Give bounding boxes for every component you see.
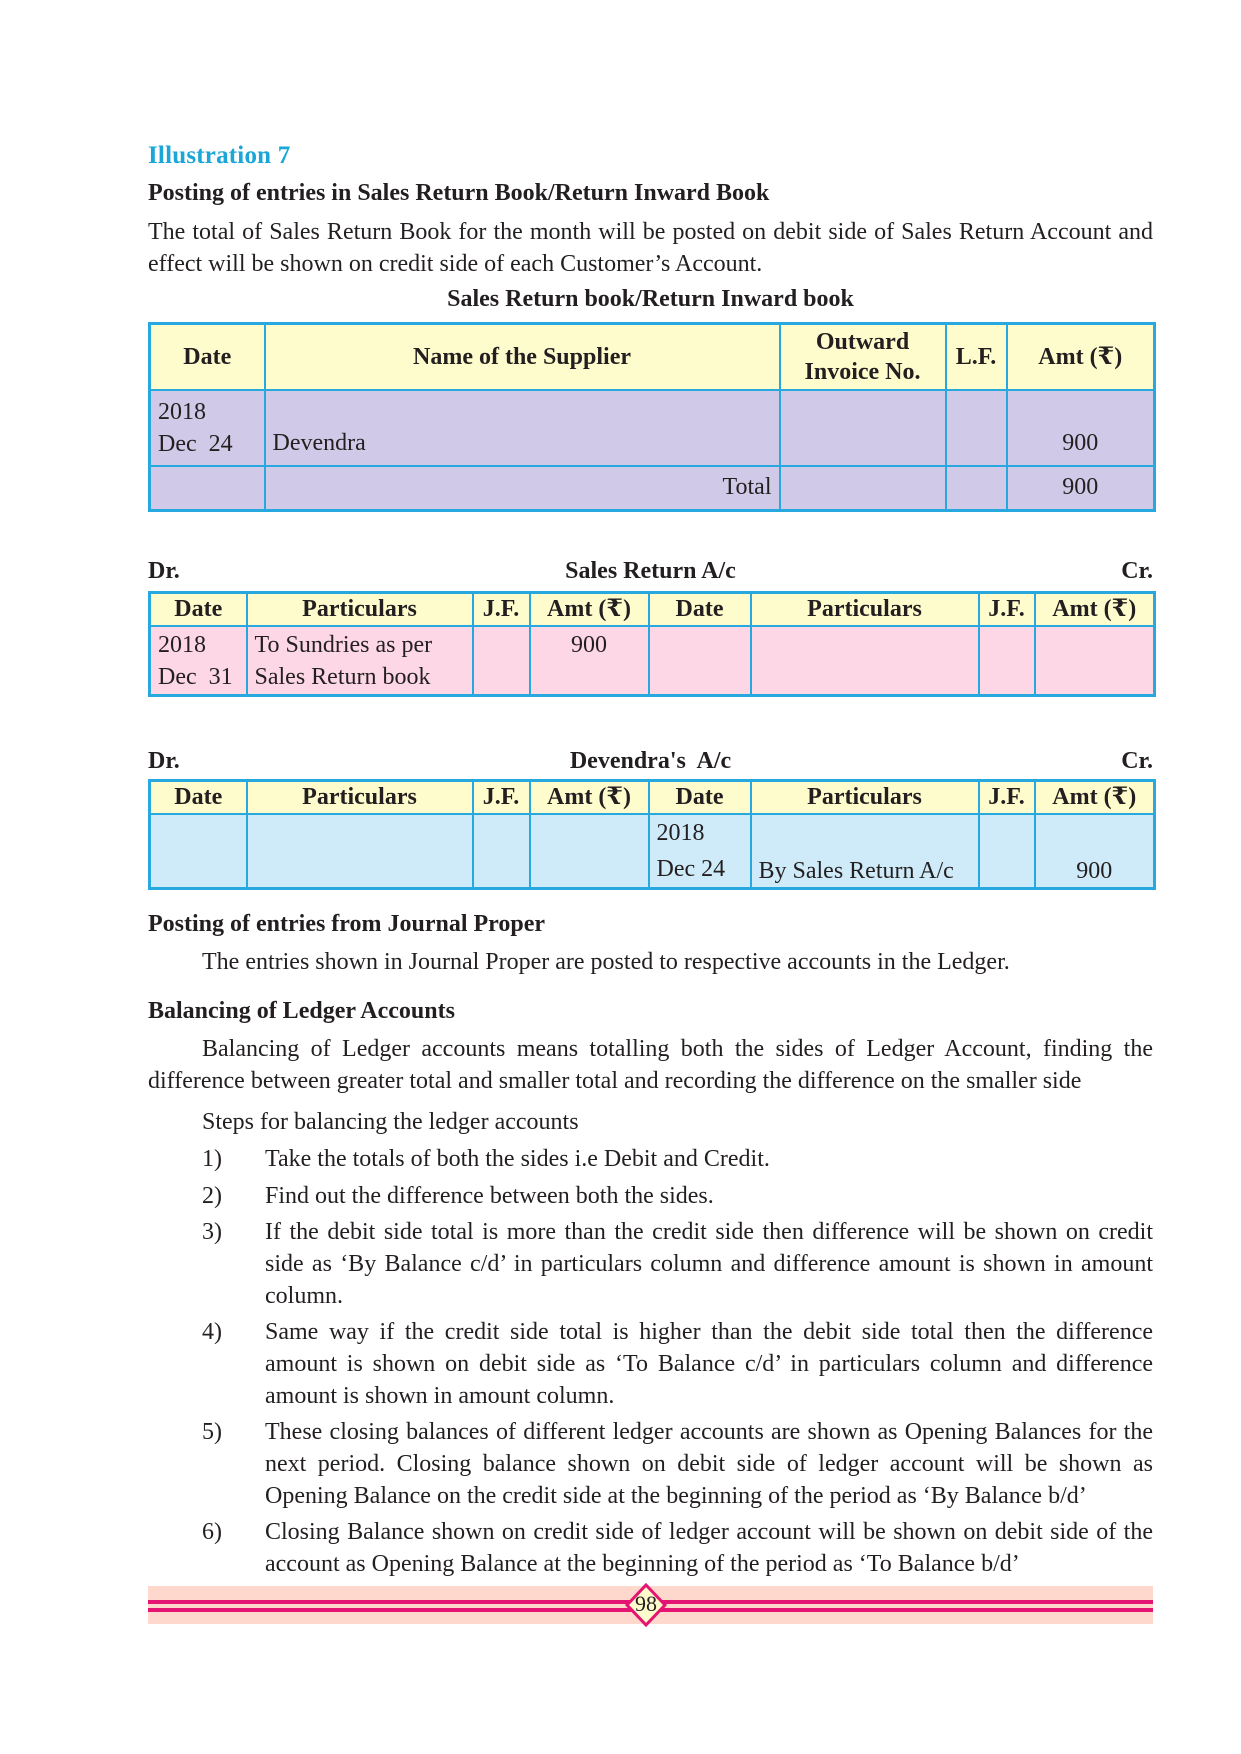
account-title: Sales Return A/c xyxy=(565,558,736,584)
column-header-dr-date: Date xyxy=(150,593,247,626)
total-label: Total xyxy=(265,466,780,511)
step-text: Closing Balance shown on credit side of ledger account will be shown on debit side of the account as Opening Balance at the beginning of the period as ‘To Balance b/d’ xyxy=(265,1519,1153,1577)
cell-invoice-no xyxy=(780,390,946,466)
step-number: 5) xyxy=(202,1419,222,1445)
column-header-amount: Amt (₹) xyxy=(1007,324,1155,390)
section-heading-balancing: Balancing of Ledger Accounts xyxy=(148,998,455,1024)
cell-empty xyxy=(946,466,1007,511)
cell-empty xyxy=(780,466,946,511)
cell-cr-date xyxy=(649,626,751,696)
column-header-dr-particulars: Particulars xyxy=(247,593,473,626)
step-text: Take the totals of both the sides i.e Debit and Credit. xyxy=(265,1146,770,1172)
cell-dr-jf xyxy=(473,814,530,889)
column-header-lf: L.F. xyxy=(946,324,1007,390)
column-header-cr-date: Date xyxy=(649,593,751,626)
column-header-dr-amount: Amt (₹) xyxy=(530,781,649,814)
cell-dr-particulars xyxy=(247,814,473,889)
sales-return-account-heading xyxy=(148,558,1153,588)
column-header-outward-line2: Invoice No. xyxy=(804,358,921,385)
total-amount: 900 xyxy=(1007,466,1155,511)
column-header-dr-jf: J.F. xyxy=(473,781,530,814)
cell-cr-particulars xyxy=(751,626,979,696)
devendra-account-table xyxy=(148,779,1156,890)
debit-label: Dr. xyxy=(148,748,180,774)
table-row xyxy=(150,390,1155,466)
cell-cr-jf xyxy=(979,814,1035,889)
step-number: 6) xyxy=(202,1519,222,1545)
column-header-outward-line1: Outward xyxy=(815,328,910,355)
credit-label: Cr. xyxy=(1121,558,1153,584)
column-header-dr-date: Date xyxy=(150,781,247,814)
section-paragraph-sales-return-posting: The total of Sales Return Book for the month will be posted on debit side of Sales Return Account and effect will be shown on credit side of each Customer’s Account. xyxy=(148,219,1153,277)
cell-amount: 900 xyxy=(1007,390,1155,466)
cell-cr-particulars: By Sales Return A/c xyxy=(751,814,979,889)
cell-lf xyxy=(946,390,1007,466)
column-header-dr-particulars: Particulars xyxy=(247,781,473,814)
section-paragraph-journal-proper: The entries shown in Journal Proper are posted to respective accounts in the Ledger. xyxy=(202,949,1010,975)
page-number: 98 xyxy=(635,1591,657,1616)
date-day: Dec 31 xyxy=(158,663,233,690)
cell-dr-amount xyxy=(530,814,649,889)
step-number: 2) xyxy=(202,1183,222,1209)
date-year: 2018 xyxy=(656,819,705,846)
column-header-cr-jf: J.F. xyxy=(979,593,1035,626)
cell-dr-date xyxy=(150,814,247,889)
date-day: Dec 24 xyxy=(656,855,726,882)
step-number: 4) xyxy=(202,1319,222,1345)
cell-cr-date xyxy=(649,814,751,889)
cell-dr-date xyxy=(150,626,247,696)
particulars-line1: To Sundries as per xyxy=(254,631,433,658)
column-header-cr-date: Date xyxy=(649,781,751,814)
sales-return-account-table xyxy=(148,591,1156,697)
column-header-outward-invoice xyxy=(780,324,946,390)
cell-cr-amount xyxy=(1035,626,1155,696)
table-row xyxy=(150,626,1155,696)
column-header-name: Name of the Supplier xyxy=(265,324,780,390)
cell-empty xyxy=(150,466,265,511)
cell-cr-jf xyxy=(979,626,1035,696)
cell-date xyxy=(150,390,265,466)
step-number: 3) xyxy=(202,1219,222,1245)
column-header-cr-jf: J.F. xyxy=(979,781,1035,814)
column-header-date: Date xyxy=(150,324,265,390)
table-row xyxy=(150,814,1155,889)
cell-dr-jf xyxy=(473,626,530,696)
column-header-dr-amount: Amt (₹) xyxy=(530,593,649,626)
devendra-account-heading xyxy=(148,748,1153,778)
sales-return-book-caption: Sales Return book/Return Inward book xyxy=(447,286,854,312)
step-number: 1) xyxy=(202,1146,222,1172)
section-paragraph-balancing: Balancing of Ledger accounts means totalling both the sides of Ledger Account, finding the difference between greater total and smaller total and recording the difference on the smaller side xyxy=(148,1036,1153,1094)
particulars-line2: Sales Return book xyxy=(254,663,431,690)
illustration-label: Illustration 7 xyxy=(148,142,291,169)
column-header-cr-particulars: Particulars xyxy=(751,781,979,814)
sales-return-book-table xyxy=(148,322,1156,512)
column-header-cr-amount: Amt (₹) xyxy=(1035,781,1155,814)
date-year: 2018 xyxy=(158,631,206,658)
debit-label: Dr. xyxy=(148,558,180,584)
column-header-cr-particulars: Particulars xyxy=(751,593,979,626)
cell-dr-amount: 900 xyxy=(530,626,649,696)
section-heading-journal-proper: Posting of entries from Journal Proper xyxy=(148,911,546,937)
table-header-row xyxy=(150,324,1155,390)
table-total-row xyxy=(150,466,1155,511)
cell-dr-particulars xyxy=(247,626,473,696)
column-header-dr-jf: J.F. xyxy=(473,593,530,626)
step-text: If the debit side total is more than the credit side then difference will be shown on credit side as ‘By Balance c/d’ in particulars column and difference amount is shown in amount column. xyxy=(265,1219,1153,1309)
table-header-row xyxy=(150,781,1155,814)
step-text: These closing balances of different ledger accounts are shown as Opening Balances for the next period. Closing balance shown on debit side of ledger account will be shown as Opening Balance on the credit side at the beginning of the period as ‘By Balance b/d’ xyxy=(265,1419,1153,1509)
section-heading-sales-return-posting: Posting of entries in Sales Return Book/Return Inward Book xyxy=(148,180,770,206)
date-day: Dec 24 xyxy=(158,430,233,457)
cell-cr-amount: 900 xyxy=(1035,814,1155,889)
column-header-cr-amount: Amt (₹) xyxy=(1035,593,1155,626)
account-title: Devendra's A/c xyxy=(569,748,732,774)
step-text: Find out the difference between both the sides. xyxy=(265,1183,714,1209)
table-header-row xyxy=(150,593,1155,626)
credit-label: Cr. xyxy=(1121,748,1153,774)
cell-name: Devendra xyxy=(265,390,780,466)
date-year: 2018 xyxy=(158,398,206,425)
step-text: Same way if the credit side total is higher than the debit side total then the difference amount is shown on debit side as ‘To Balance c/d’ in particulars column and difference amount is shown in amount column. xyxy=(265,1319,1153,1409)
steps-intro: Steps for balancing the ledger accounts xyxy=(202,1109,579,1135)
